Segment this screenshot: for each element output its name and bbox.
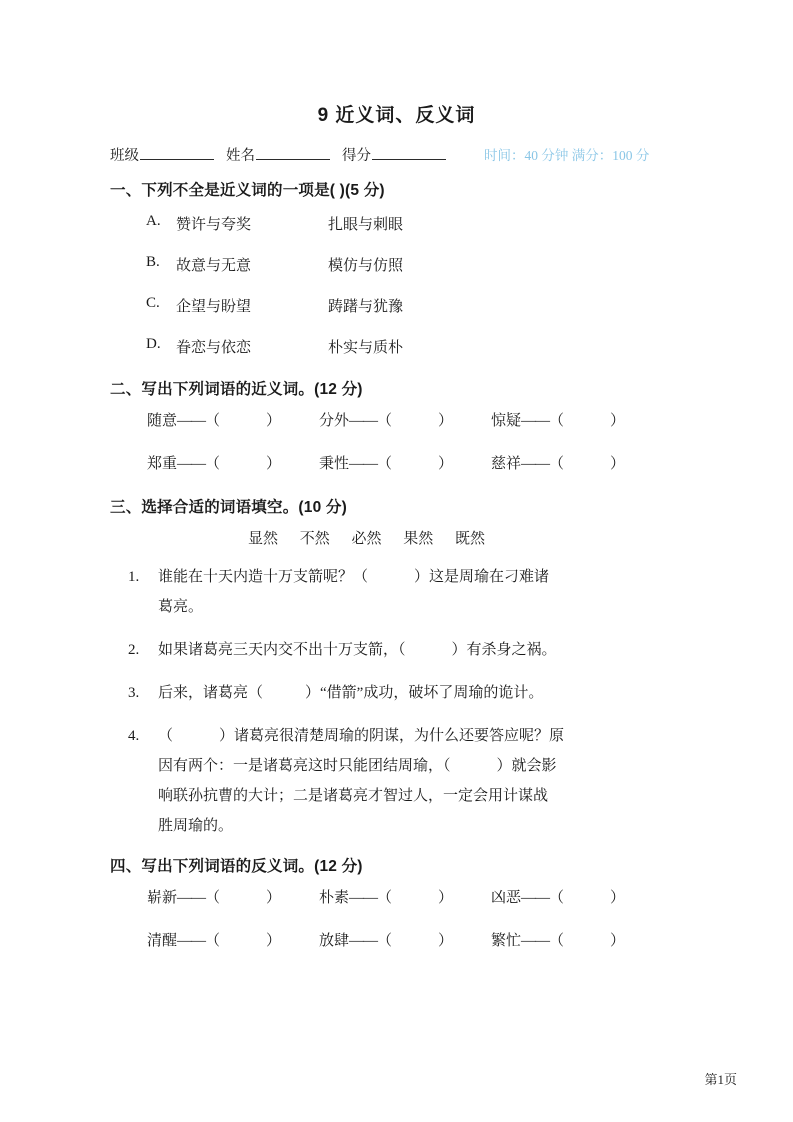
- page-title: 9 近义词、反义词: [317, 105, 476, 126]
- word-bank-item: 显然: [247, 531, 278, 547]
- word-blank-cell[interactable]: 凶恶——（ ）: [491, 890, 626, 906]
- word-dash: ——: [177, 890, 206, 906]
- word-dash: ——: [349, 456, 378, 472]
- question-text: ）诸葛亮很清楚周瑜的阴谋，为什么还要答应呢？原: [219, 728, 565, 744]
- section-1-choices: [110, 213, 693, 357]
- choice-pair-second: 朴实与质朴: [328, 340, 404, 356]
- word-bank-item: 不然: [299, 531, 330, 547]
- name-label: 姓名: [226, 148, 255, 164]
- choice-pair-first: 赞许与夸奖: [176, 217, 252, 233]
- word-row: [147, 409, 693, 430]
- choice-letter: C.: [146, 295, 160, 311]
- word-blank-cell[interactable]: 郑重——（ ）: [147, 456, 282, 472]
- question-text: 葛亮。: [158, 599, 204, 615]
- word-dash: ——: [521, 890, 550, 906]
- question-line: [158, 721, 693, 751]
- word-blank-cell[interactable]: 秉性——（ ）: [319, 456, 454, 472]
- word-term: 分外: [319, 413, 350, 429]
- section-4-heading: 四、写出下列词语的反义词。(12 分): [110, 858, 363, 875]
- word-blank-cell[interactable]: 分外——（ ）: [319, 413, 454, 429]
- question-text: ）“借箭”成功，破坏了周瑜的诡计。: [305, 685, 544, 701]
- class-field[interactable]: [110, 144, 226, 165]
- question-body: [158, 721, 693, 841]
- question-text: ）这是周瑜在刁难诸: [414, 569, 550, 585]
- question-text: （: [158, 728, 174, 744]
- word-blank-cell[interactable]: 崭新——（ ）: [147, 890, 282, 906]
- score-blank[interactable]: [372, 145, 446, 160]
- class-label: 班级: [110, 148, 139, 164]
- choice-letter: A.: [146, 213, 161, 229]
- choice-pair-first: 眷恋与依恋: [176, 340, 252, 356]
- word-term: 繁忙: [491, 933, 522, 949]
- fill-question: [110, 562, 693, 622]
- choice-pair-second: 模仿与仿照: [328, 258, 404, 274]
- question-text: ）就会影: [496, 758, 557, 774]
- word-row: [147, 452, 693, 473]
- student-info-row: [110, 144, 693, 165]
- question-text: 谁能在十天内造十万支箭呢？（: [158, 569, 369, 585]
- word-bank-item: 既然: [455, 531, 486, 547]
- choice-row[interactable]: [110, 336, 693, 357]
- question-line: [158, 562, 693, 592]
- fill-question: [110, 635, 693, 665]
- question-text: 胜周瑜的。: [158, 818, 234, 834]
- word-term: 惊疑: [491, 413, 522, 429]
- section-1-heading: 一、下列不全是近义词的一项是( )(5 分): [110, 182, 385, 199]
- name-blank[interactable]: [256, 145, 330, 160]
- question-number: 2.: [128, 642, 140, 658]
- word-term: 崭新: [147, 890, 178, 906]
- word-blank-cell[interactable]: 随意——（ ）: [147, 413, 282, 429]
- question-text: ）有杀身之祸。: [451, 642, 557, 658]
- word-bank-item: 必然: [351, 531, 382, 547]
- choice-row[interactable]: [110, 295, 693, 316]
- word-term: 慈祥: [491, 456, 522, 472]
- choice-row[interactable]: [110, 254, 693, 275]
- word-bank-item: 果然: [403, 531, 434, 547]
- section-2-heading: 二、写出下列词语的近义词。(12 分): [110, 381, 363, 398]
- word-blank-cell[interactable]: 慈祥——（ ）: [491, 456, 626, 472]
- question-line: [158, 811, 693, 841]
- fill-question: [110, 721, 693, 841]
- choice-pair-second: 扎眼与刺眼: [328, 217, 404, 233]
- word-blank-cell[interactable]: 清醒——（ ）: [147, 933, 282, 949]
- word-blank-cell[interactable]: 朴素——（ ）: [319, 890, 454, 906]
- question-number: 3.: [128, 685, 140, 701]
- word-dash: ——: [521, 933, 550, 949]
- word-blank-cell[interactable]: 放肆——（ ）: [319, 933, 454, 949]
- exam-info: 时间：40 分钟 满分：100 分: [484, 148, 650, 163]
- word-term: 随意: [147, 413, 178, 429]
- question-body: [158, 678, 693, 708]
- choice-letter: D.: [146, 336, 161, 352]
- choice-letter: B.: [146, 254, 160, 270]
- question-body: [158, 635, 693, 665]
- question-number: 4.: [128, 728, 140, 744]
- word-term: 清醒: [147, 933, 178, 949]
- word-term: 秉性: [319, 456, 350, 472]
- question-body: [158, 562, 693, 622]
- question-line: [158, 781, 693, 811]
- word-blank-cell[interactable]: 惊疑——（ ）: [491, 413, 626, 429]
- word-term: 郑重: [147, 456, 178, 472]
- class-blank[interactable]: [140, 145, 214, 160]
- question-line: [158, 635, 693, 665]
- word-term: 凶恶: [491, 890, 522, 906]
- name-field[interactable]: [226, 144, 342, 165]
- word-row: [147, 886, 693, 907]
- question-line: [158, 678, 693, 708]
- word-bank: [110, 527, 693, 548]
- question-line: [158, 751, 693, 781]
- word-blank-cell[interactable]: 繁忙——（ ）: [491, 933, 626, 949]
- choice-pair-second: 踌躇与犹豫: [328, 299, 404, 315]
- section-3-heading: 三、选择合适的词语填空。(10 分): [110, 499, 347, 516]
- question-text: 后来，诸葛亮（: [158, 685, 264, 701]
- word-dash: ——: [177, 456, 206, 472]
- word-term: 朴素: [319, 890, 350, 906]
- word-dash: ——: [349, 890, 378, 906]
- question-line: [158, 592, 693, 622]
- section-2-word-grid: [110, 409, 693, 473]
- word-dash: ——: [177, 933, 206, 949]
- word-dash: ——: [177, 413, 206, 429]
- word-dash: ——: [521, 413, 550, 429]
- word-dash: ——: [521, 456, 550, 472]
- score-field[interactable]: [342, 144, 458, 165]
- word-dash: ——: [349, 413, 378, 429]
- section-4-word-grid: [110, 886, 693, 950]
- score-label: 得分: [342, 148, 371, 164]
- question-text: 响联孙抗曹的大计；二是诸葛亮才智过人，一定会用计谋战: [158, 788, 549, 804]
- choice-row[interactable]: [110, 213, 693, 234]
- word-row: [147, 929, 693, 950]
- page-footer: 第1页: [704, 1072, 737, 1087]
- choice-pair-first: 故意与无意: [176, 258, 252, 274]
- question-text: 如果诸葛亮三天内交不出十万支箭，（: [158, 642, 406, 658]
- choice-pair-first: 企望与盼望: [176, 299, 252, 315]
- word-term: 放肆: [319, 933, 350, 949]
- question-text: 因有两个：一是诸葛亮这时只能团结周瑜，（: [158, 758, 451, 774]
- question-number: 1.: [128, 569, 140, 585]
- fill-question: [110, 678, 693, 708]
- word-dash: ——: [349, 933, 378, 949]
